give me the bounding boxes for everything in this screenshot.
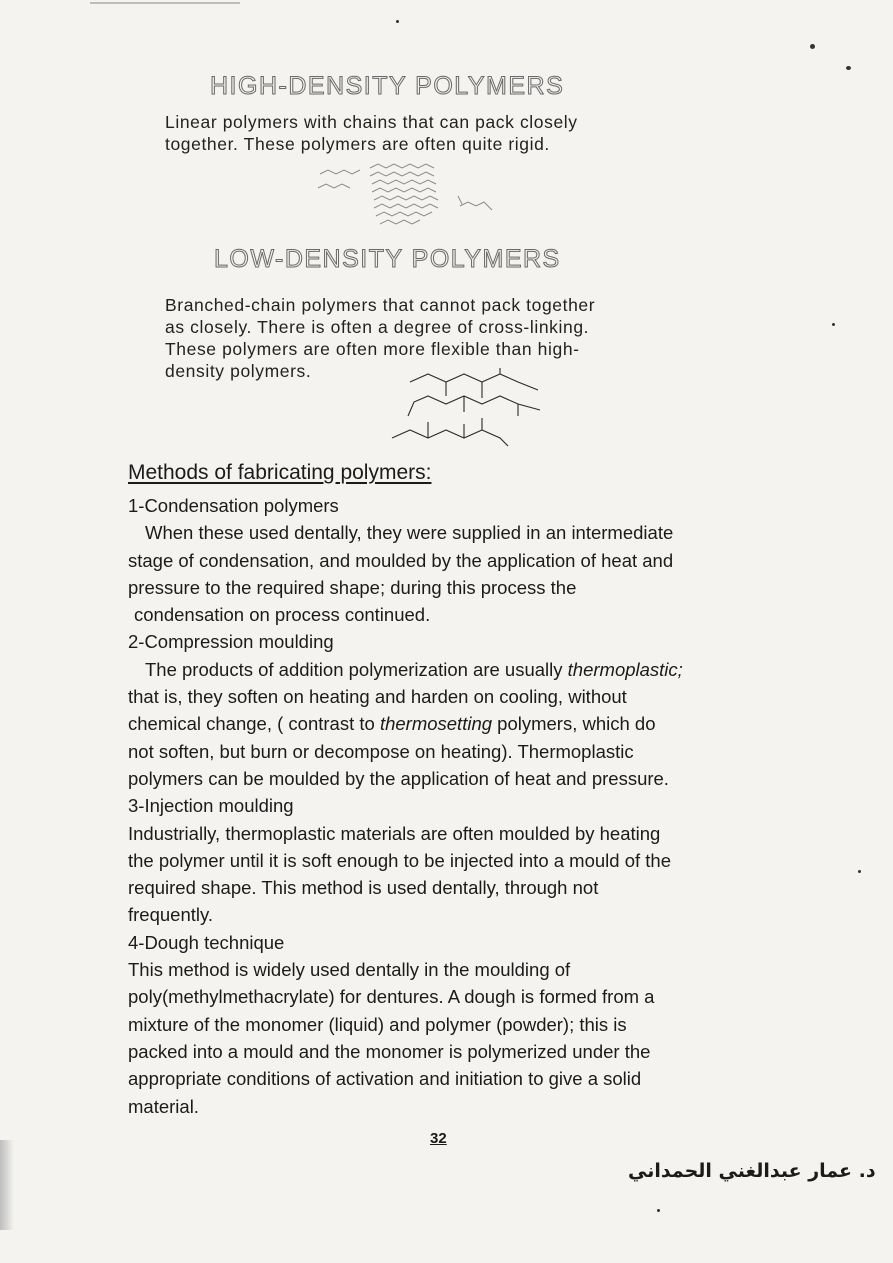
body-line: The products of addition polymerization are usually thermoplastic;: [145, 658, 683, 680]
page-number: 32: [430, 1130, 447, 1147]
body-line: required shape. This method is used dentally, through not: [128, 877, 599, 899]
methods-body: [128, 492, 768, 1120]
body-line: mixture of the monomer (liquid) and polymer (powder); this is: [128, 1013, 627, 1035]
body-line: that is, they soften on heating and harden on cooling, without: [128, 686, 627, 708]
body-line: pressure to the required shape; during this process the: [128, 576, 577, 598]
scan-speck: [810, 44, 815, 49]
subheading-injection: 3-Injection moulding: [128, 795, 294, 817]
branched-chain-diagram: [388, 368, 548, 452]
body-line: When these used dentally, they were supplied in an intermediate: [145, 522, 674, 544]
description-line: together. These polymers are often quite rigid.: [165, 134, 550, 154]
body-line: packed into a mould and the monomer is polymerized under the: [128, 1040, 651, 1062]
subheading-dough: 4-Dough technique: [128, 931, 285, 953]
page-edge: [90, 2, 240, 4]
scan-shadow: [0, 1140, 14, 1230]
body-line: appropriate conditions of activation and initiation to give a solid: [128, 1068, 642, 1090]
description-line: Linear polymers with chains that can pack closely: [165, 112, 578, 132]
body-line: chemical change, ( contrast to thermosetting polymers, which do: [128, 713, 656, 735]
body-line: frequently.: [128, 904, 214, 926]
scan-speck: [858, 870, 861, 873]
body-line: condensation on process continued.: [134, 604, 431, 626]
body-line: not soften, but burn or decompose on heating). Thermoplastic: [128, 740, 634, 762]
italic-term: thermosetting: [379, 713, 493, 735]
body-line: poly(methylmethacrylate) for dentures. A dough is formed from a: [128, 986, 655, 1008]
description-line: Branched-chain polymers that cannot pack together: [165, 295, 596, 315]
subheading-condensation: 1-Condensation polymers: [128, 495, 339, 516]
scan-speck: [846, 66, 851, 70]
scan-speck: [832, 323, 835, 326]
body-line: stage of condensation, and moulded by the application of heat and: [128, 549, 674, 571]
body-line: Industrially, thermoplastic materials are often moulded by heating: [128, 822, 661, 844]
description-line: These polymers are often more flexible than high-: [165, 339, 580, 359]
body-line: the polymer until it is soft enough to be injected into a mould of the: [128, 849, 671, 871]
author-signature: د. عمار عبدالغني الحمداني: [628, 1160, 876, 1182]
body-line: This method is widely used dentally in the moulding of: [128, 959, 571, 981]
body-line: material.: [128, 1095, 199, 1117]
scan-speck: [396, 20, 399, 23]
low-density-title: LOW-DENSITY POLYMERS: [214, 245, 561, 273]
description-line: density polymers.: [165, 361, 312, 381]
methods-heading: Methods of fabricating polymers:: [128, 461, 432, 484]
linear-chain-diagram: [310, 160, 510, 232]
high-density-title: HIGH-DENSITY POLYMERS: [210, 72, 565, 100]
high-density-description: [165, 111, 578, 155]
subheading-compression: 2-Compression moulding: [128, 631, 334, 653]
body-line: polymers can be moulded by the application of heat and pressure.: [128, 767, 669, 789]
italic-term: thermoplastic;: [567, 658, 683, 680]
description-line: as closely. There is often a degree of cross-linking.: [165, 317, 590, 337]
scan-speck: [657, 1209, 660, 1212]
